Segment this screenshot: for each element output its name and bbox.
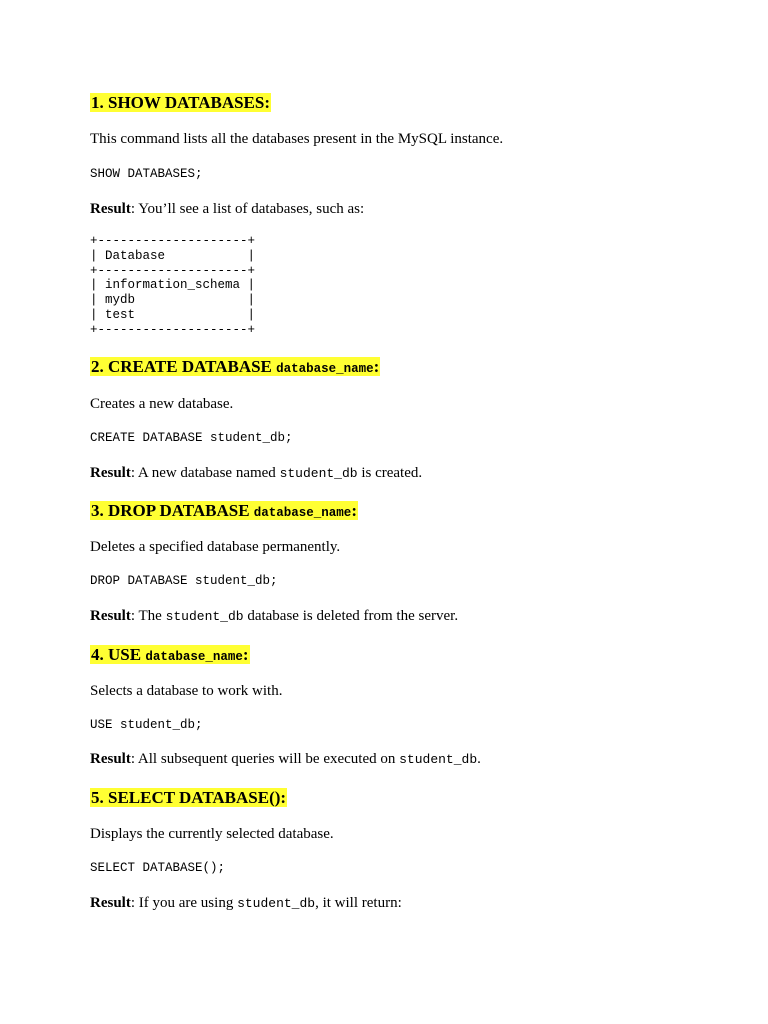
inline-code: student_db	[165, 609, 244, 624]
section-4-code: USE student_db;	[90, 718, 203, 732]
section-3-code: DROP DATABASE student_db;	[90, 574, 278, 588]
section-5-description: Displays the currently selected database.	[90, 826, 334, 842]
result-label: Result	[90, 608, 131, 624]
section-4-heading: 4. USE database_name:	[91, 645, 249, 664]
result-label: Result	[90, 751, 131, 767]
section-1-heading: 1. SHOW DATABASES:	[91, 93, 271, 112]
section-1-description: This command lists all the databases present in the MySQL instance.	[90, 131, 504, 147]
inline-code: student_db	[237, 896, 316, 911]
heading-code: database_name	[253, 506, 352, 520]
result-label: Result	[90, 201, 131, 217]
section-3-description: Deletes a specified database permanently.	[90, 539, 341, 555]
section-1-code: SHOW DATABASES;	[90, 167, 203, 181]
result-text: : You’ll see a list of databases, such as:	[130, 201, 365, 217]
section-2-code: CREATE DATABASE student_db;	[90, 431, 293, 445]
section-2-heading: 2. CREATE DATABASE database_name:	[91, 357, 380, 376]
section-5-heading: 5. SELECT DATABASE():	[91, 788, 287, 807]
database-list-table: +--------------------+ | Database | +--------------------+ | information_schema | | mydb | | test | +--------------------+	[90, 234, 256, 337]
result-label: Result	[90, 895, 131, 911]
result-label: Result	[90, 465, 131, 481]
inline-code: student_db	[399, 752, 478, 767]
section-2-description: Creates a new database.	[90, 396, 234, 412]
section-4-description: Selects a database to work with.	[90, 683, 283, 699]
section-1-result	[90, 199, 364, 219]
section-2-result: Result: A new database named student_db is created.	[90, 465, 423, 481]
section-5-code: SELECT DATABASE();	[90, 861, 226, 875]
heading-code: database_name	[276, 362, 374, 376]
heading-code: database_name	[145, 650, 243, 664]
section-3-heading: 3. DROP DATABASE database_name:	[91, 501, 357, 520]
inline-code: student_db	[279, 466, 358, 481]
section-3-result: Result: The student_db database is deleted from the server.	[90, 608, 459, 624]
section-4-result: Result: All subsequent queries will be executed on student_db.	[90, 751, 481, 767]
section-5-result: Result: If you are using student_db, it will return:	[90, 895, 402, 911]
